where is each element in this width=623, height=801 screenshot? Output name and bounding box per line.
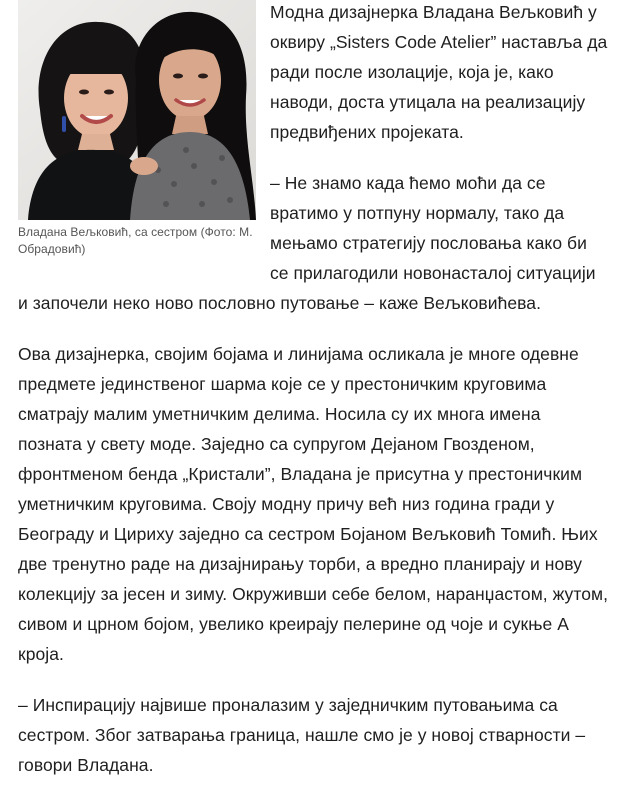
sisters-photo [18,0,256,220]
article-figure [18,0,256,258]
paragraph-quote-2: – Инспирацију највише проналазим у заједничким путовањима са сестром. Због затварања граница, нашле смо је у новој стварности – говори Владана. [18,695,586,775]
paragraph-quote-1: – Не знамо када ћемо моћи да се вратимо у потпуну нормалу, тако да мењамо стратегију пословања како би се прилагодили новонасталој ситуацији и започели неко ново пословно путовање – каже Вељковићева. [18,173,596,313]
photo-caption: Владана Вељковић, са сестром (Фото: М. Обрадовић) [18,225,253,256]
paragraph-intro: Модна дизајнерка Владана Вељковић у оквиру „Sisters Code Atelier” наставља да ради после изолације, која је, како наводи, доста утицала на реализацију предвиђених пројеката. [270,2,608,142]
paragraph-designer: Ова дизајнерка, својим бојама и линијама осликала је многе одевне предмете јединственог шарма које се у престоничким круговима сматрају малим уметничким делима. Носила су их многа имена позната у свету моде. Заједно са супругом Дејаном Гвозденом, фронтменом бенда „Кристали”, Владана је присутна у престоничким уметничким круговима. Своју модну причу већ низ година гради у Београду и Цириху заједно са сестром Бојаном Вељковић Томић. Њих две тренутно раде на дизајнирању торби, а вредно планирају и нову колекцију за јесен и зиму. Окруживши себе белом, наранџастом, жутом, сивом и црном бојом, увелико креирају пелерине од чоје и сукње А кроја. [18,344,608,664]
article-body [18,0,608,801]
